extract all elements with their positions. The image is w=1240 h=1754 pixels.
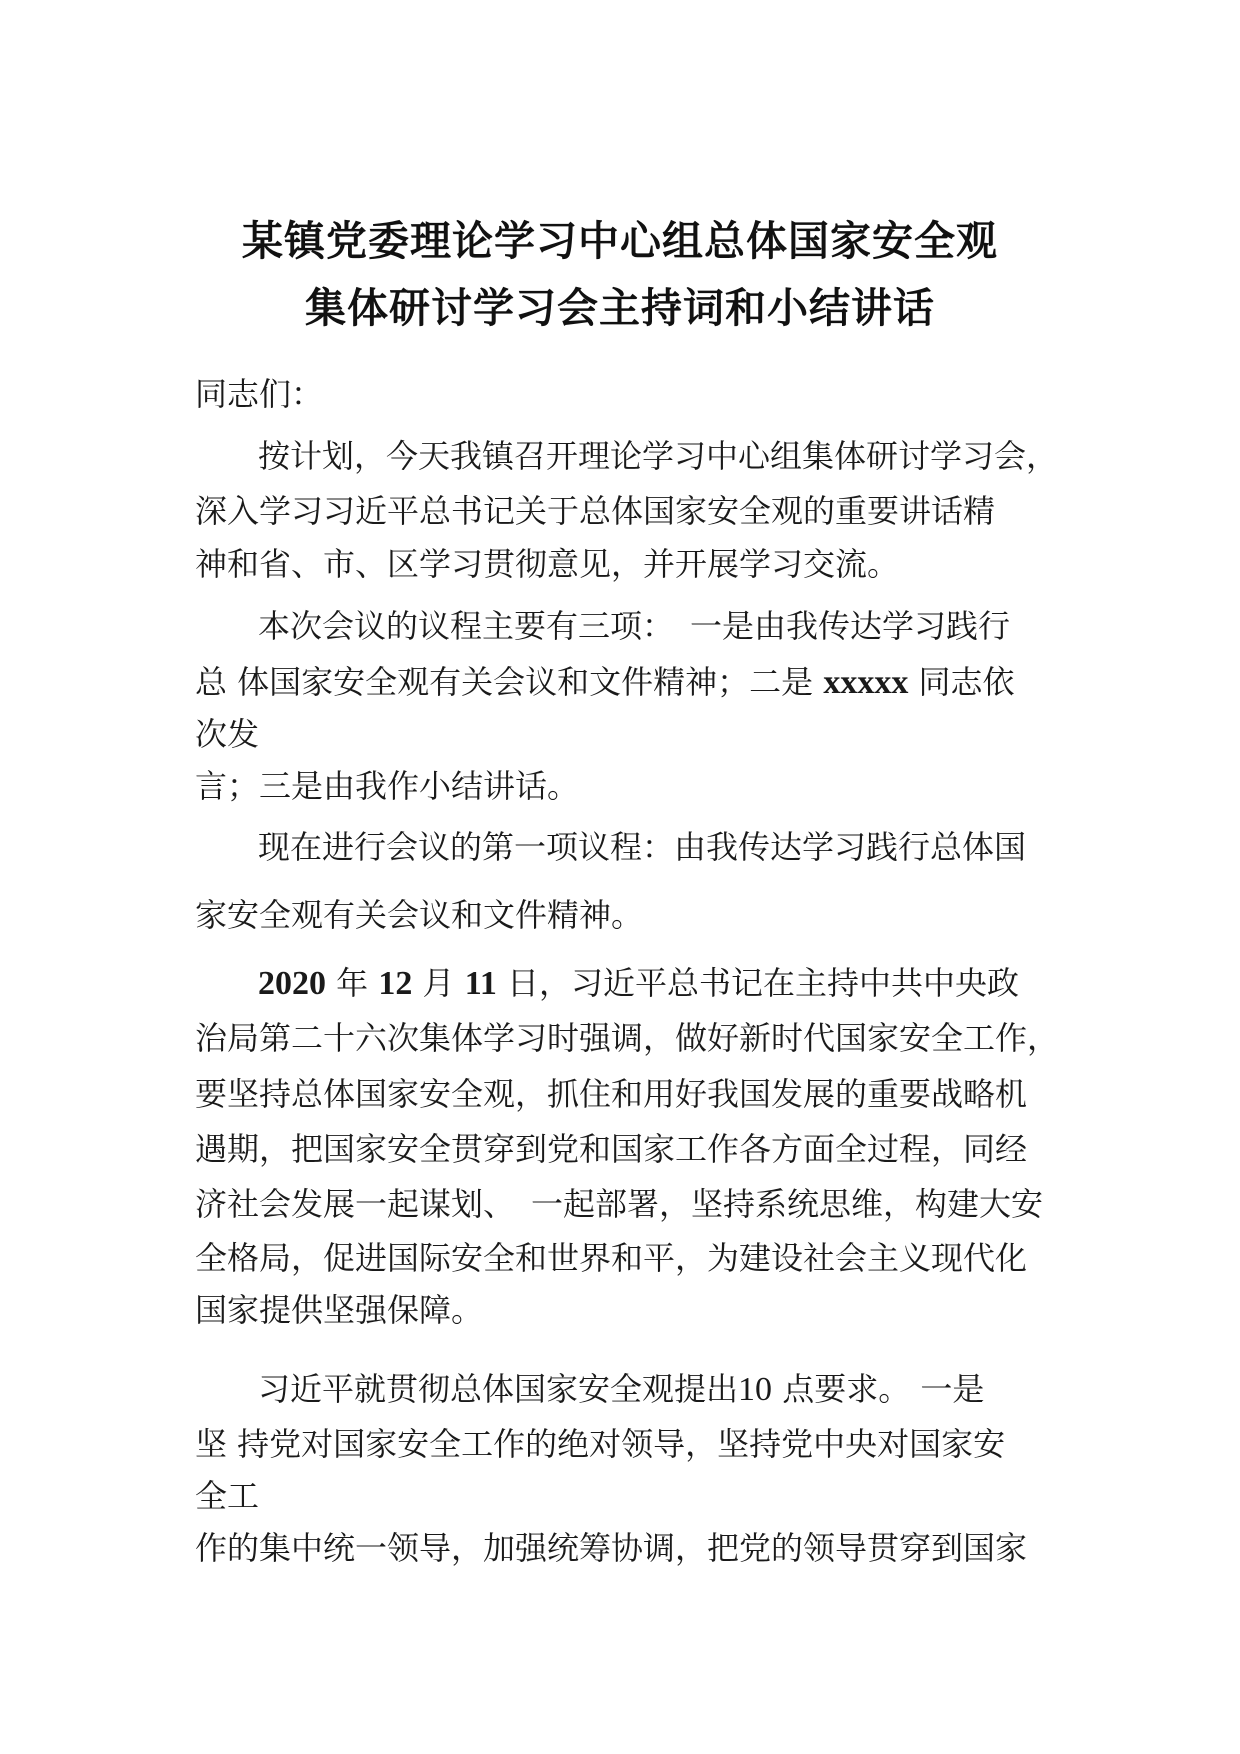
paragraph-2-placeholder-name: xxxxx [823, 664, 909, 701]
paragraph-2-line-2-text-b: 同志依 [918, 663, 1015, 701]
paragraph-4-line-7: 国家提供坚强保障。 [195, 1291, 484, 1329]
paragraph-5-line-4: 作的集中统一领导，加强统筹协调，把党的领导贯穿到国家 [195, 1529, 1028, 1567]
paragraph-5-line-3: 全工 [195, 1477, 260, 1515]
date-month-unit: 月 [412, 964, 465, 1002]
paragraph-1-line-1: 按计划，今天我镇召开理论学习中心组集体研讨学习会， [258, 437, 1059, 475]
paragraph-4-line-1 [258, 963, 1019, 1004]
paragraph-4-line-2: 治局第二十六次集体学习时强调，做好新时代国家安全工作， [195, 1019, 1060, 1057]
salutation: 同志们： [195, 375, 324, 413]
paragraph-2-line-4: 言；三是由我作小结讲话。 [195, 767, 580, 805]
paragraph-4-line-4: 遇期，把国家安全贯穿到党和国家工作各方面全过程，同经 [195, 1130, 1028, 1168]
paragraph-2-line-2-text-a: 总 体国家安全观有关会议和文件精神；二是 [195, 663, 814, 701]
paragraph-4-line-3: 要坚持总体国家安全观，抓住和用好我国发展的重要战略机 [195, 1075, 1028, 1113]
paragraph-3-line-1: 现在进行会议的第一项议程：由我传达学习践行总体国 [258, 828, 1027, 866]
document-title-line-2: 集体研讨学习会主持词和小结讲话 [305, 284, 935, 332]
paragraph-2-line-1: 本次会议的议程主要有三项： 一是由我传达学习践行 [258, 607, 1011, 645]
paragraph-3-line-2: 家安全观有关会议和文件精神。 [195, 896, 644, 934]
date-day: 11 [464, 965, 497, 1002]
paragraph-4-line-6: 全格局，促进国际安全和世界和平，为建设社会主义现代化 [195, 1239, 1028, 1277]
paragraph-2-line-3: 次发 [195, 715, 260, 753]
date-year: 2020 [258, 965, 326, 1002]
paragraph-5-line-1-text-b: 点要求。 一是 [772, 1370, 985, 1408]
paragraph-2-line-2 [195, 662, 1015, 703]
document-title-line-1: 某镇党委理论学习中心组总体国家安全观 [242, 217, 998, 265]
requirement-count: 10 [738, 1371, 773, 1408]
paragraph-1-line-3: 神和省、市、区学习贯彻意见，并开展学习交流。 [195, 545, 900, 583]
date-year-unit: 年 [326, 964, 379, 1002]
paragraph-4-line-5: 济社会发展一起谋划、 一起部署，坚持系统思维，构建大安 [195, 1185, 1044, 1223]
paragraph-5-line-1 [258, 1369, 984, 1410]
paragraph-1-line-2: 深入学习习近平总书记关于总体国家安全观的重要讲话精 [195, 492, 996, 530]
paragraph-4-line-1-rest: 日，习近平总书记在主持中共中央政 [496, 964, 1020, 1002]
paragraph-5-line-2: 坚 持党对国家安全工作的绝对领导，坚持党中央对国家安 [195, 1425, 1006, 1463]
paragraph-5-line-1-text-a: 习近平就贯彻总体国家安全观提出 [258, 1370, 739, 1408]
date-month: 12 [378, 965, 413, 1002]
